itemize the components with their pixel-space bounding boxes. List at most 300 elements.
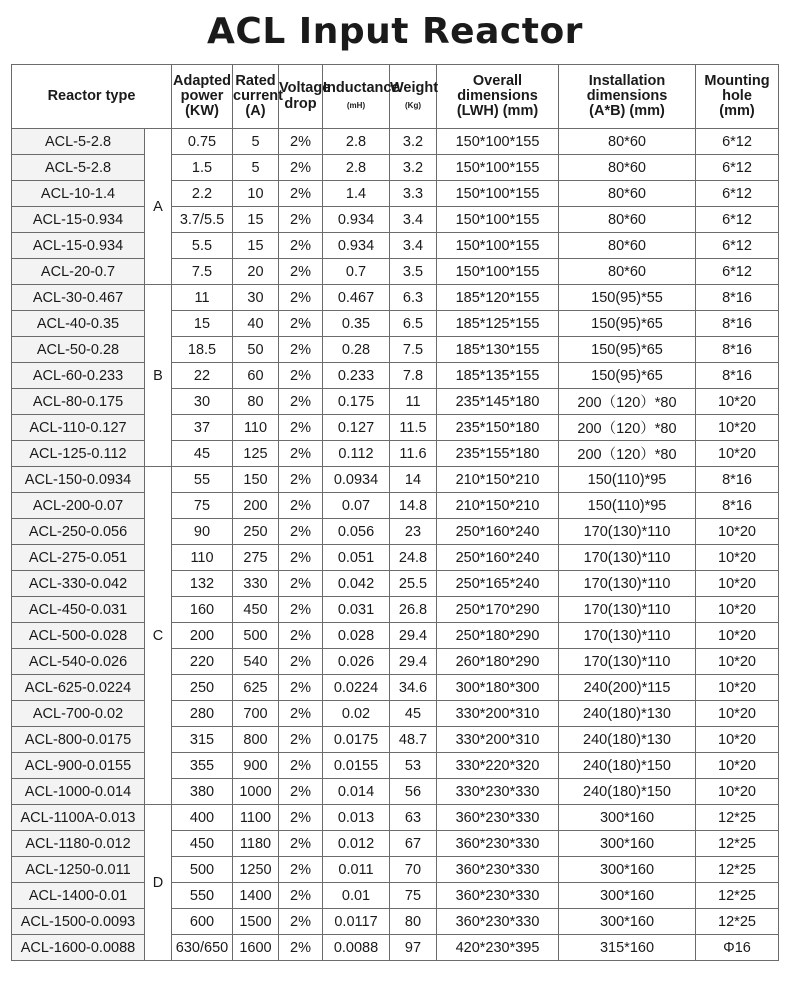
table-row <box>12 415 779 441</box>
rated-current-cell: 15 <box>233 233 279 259</box>
reactor-type-cell: ACL-540-0.026 <box>12 649 145 675</box>
installation-dimensions-cell: 315*160 <box>559 935 696 961</box>
voltage-drop-cell: 2% <box>279 805 323 831</box>
rated-current-cell: 1250 <box>233 857 279 883</box>
overall-dimensions-cell: 250*180*290 <box>437 623 559 649</box>
weight-cell: 3.2 <box>390 129 437 155</box>
group-label-cell: C <box>145 467 172 805</box>
installation-dimensions-cell: 170(130)*110 <box>559 597 696 623</box>
mounting-hole-cell: 10*20 <box>696 389 779 415</box>
rated-current-cell: 50 <box>233 337 279 363</box>
weight-cell: 45 <box>390 701 437 727</box>
inductance-cell: 0.175 <box>323 389 390 415</box>
reactor-type-cell: ACL-30-0.467 <box>12 285 145 311</box>
mounting-hole-cell: 10*20 <box>696 545 779 571</box>
voltage-drop-cell: 2% <box>279 363 323 389</box>
reactor-type-cell: ACL-1500-0.0093 <box>12 909 145 935</box>
installation-dimensions-cell: 300*160 <box>559 805 696 831</box>
weight-cell: 3.4 <box>390 233 437 259</box>
installation-dimensions-cell: 300*160 <box>559 909 696 935</box>
reactor-type-cell: ACL-900-0.0155 <box>12 753 145 779</box>
table-row <box>12 571 779 597</box>
weight-cell: 6.5 <box>390 311 437 337</box>
rated-current-cell: 40 <box>233 311 279 337</box>
rated-current-cell: 1000 <box>233 779 279 805</box>
weight-cell: 34.6 <box>390 675 437 701</box>
inductance-cell: 0.011 <box>323 857 390 883</box>
rated-current-cell: 125 <box>233 441 279 467</box>
installation-dimensions-cell: 80*60 <box>559 155 696 181</box>
reactor-type-cell: ACL-200-0.07 <box>12 493 145 519</box>
adapted-power-cell: 500 <box>172 857 233 883</box>
voltage-drop-cell: 2% <box>279 571 323 597</box>
rated-current-cell: 275 <box>233 545 279 571</box>
weight-cell: 29.4 <box>390 649 437 675</box>
installation-dimensions-cell: 170(130)*110 <box>559 623 696 649</box>
reactor-type-cell: ACL-1100A-0.013 <box>12 805 145 831</box>
rated-current-cell: 1500 <box>233 909 279 935</box>
weight-cell: 25.5 <box>390 571 437 597</box>
mounting-hole-cell: 10*20 <box>696 623 779 649</box>
rated-current-cell: 1100 <box>233 805 279 831</box>
inductance-cell: 0.934 <box>323 207 390 233</box>
header-mounting-hole-line2: hole <box>722 87 752 104</box>
header-overall-dimensions <box>437 65 559 129</box>
mounting-hole-cell: 10*20 <box>696 727 779 753</box>
inductance-cell: 0.0175 <box>323 727 390 753</box>
header-installation-dimensions-line3: (A*B) (mm) <box>589 103 665 120</box>
inductance-cell: 0.012 <box>323 831 390 857</box>
overall-dimensions-cell: 360*230*330 <box>437 857 559 883</box>
table-row <box>12 597 779 623</box>
reactor-type-cell: ACL-800-0.0175 <box>12 727 145 753</box>
reactor-spec-table <box>11 64 779 961</box>
mounting-hole-cell: 10*20 <box>696 519 779 545</box>
overall-dimensions-cell: 150*100*155 <box>437 233 559 259</box>
adapted-power-cell: 160 <box>172 597 233 623</box>
reactor-type-cell: ACL-150-0.0934 <box>12 467 145 493</box>
mounting-hole-cell: 6*12 <box>696 155 779 181</box>
voltage-drop-cell: 2% <box>279 467 323 493</box>
voltage-drop-cell: 2% <box>279 311 323 337</box>
rated-current-cell: 20 <box>233 259 279 285</box>
reactor-type-cell: ACL-40-0.35 <box>12 311 145 337</box>
table-row <box>12 259 779 285</box>
reactor-type-cell: ACL-50-0.28 <box>12 337 145 363</box>
overall-dimensions-cell: 260*180*290 <box>437 649 559 675</box>
table-row <box>12 467 779 493</box>
header-weight-line2: (Kg) <box>405 100 421 110</box>
weight-cell: 14 <box>390 467 437 493</box>
installation-dimensions-cell: 150(95)*65 <box>559 337 696 363</box>
rated-current-cell: 5 <box>233 155 279 181</box>
voltage-drop-cell: 2% <box>279 519 323 545</box>
installation-dimensions-cell: 80*60 <box>559 259 696 285</box>
overall-dimensions-cell: 150*100*155 <box>437 259 559 285</box>
reactor-type-cell: ACL-330-0.042 <box>12 571 145 597</box>
adapted-power-cell: 15 <box>172 311 233 337</box>
header-mounting-hole-line1: Mounting <box>704 72 770 89</box>
table-row <box>12 649 779 675</box>
table-row <box>12 779 779 805</box>
installation-dimensions-cell: 200（120）*80 <box>559 415 696 441</box>
weight-cell: 3.3 <box>390 181 437 207</box>
overall-dimensions-cell: 150*100*155 <box>437 207 559 233</box>
installation-dimensions-cell: 80*60 <box>559 129 696 155</box>
mounting-hole-cell: 10*20 <box>696 675 779 701</box>
rated-current-cell: 60 <box>233 363 279 389</box>
voltage-drop-cell: 2% <box>279 285 323 311</box>
overall-dimensions-cell: 150*100*155 <box>437 155 559 181</box>
adapted-power-cell: 132 <box>172 571 233 597</box>
voltage-drop-cell: 2% <box>279 649 323 675</box>
header-weight-line1: Weight <box>390 80 439 97</box>
inductance-cell: 0.056 <box>323 519 390 545</box>
installation-dimensions-cell: 170(130)*110 <box>559 519 696 545</box>
overall-dimensions-cell: 360*230*330 <box>437 831 559 857</box>
voltage-drop-cell: 2% <box>279 779 323 805</box>
table-row <box>12 155 779 181</box>
installation-dimensions-cell: 200（120）*80 <box>559 441 696 467</box>
inductance-cell: 0.7 <box>323 259 390 285</box>
overall-dimensions-cell: 420*230*395 <box>437 935 559 961</box>
inductance-cell: 0.0224 <box>323 675 390 701</box>
table-row <box>12 389 779 415</box>
header-inductance-line1: Inductance <box>323 80 400 97</box>
group-label-cell: B <box>145 285 172 467</box>
table-row <box>12 519 779 545</box>
overall-dimensions-cell: 235*155*180 <box>437 441 559 467</box>
mounting-hole-cell: 6*12 <box>696 233 779 259</box>
overall-dimensions-cell: 250*165*240 <box>437 571 559 597</box>
reactor-type-cell: ACL-110-0.127 <box>12 415 145 441</box>
weight-cell: 53 <box>390 753 437 779</box>
voltage-drop-cell: 2% <box>279 883 323 909</box>
inductance-cell: 0.0088 <box>323 935 390 961</box>
mounting-hole-cell: 12*25 <box>696 831 779 857</box>
weight-cell: 14.8 <box>390 493 437 519</box>
table-row <box>12 727 779 753</box>
inductance-cell: 0.112 <box>323 441 390 467</box>
adapted-power-cell: 30 <box>172 389 233 415</box>
voltage-drop-cell: 2% <box>279 909 323 935</box>
installation-dimensions-cell: 150(110)*95 <box>559 493 696 519</box>
voltage-drop-cell: 2% <box>279 493 323 519</box>
table-row <box>12 181 779 207</box>
mounting-hole-cell: 10*20 <box>696 415 779 441</box>
weight-cell: 75 <box>390 883 437 909</box>
weight-cell: 7.8 <box>390 363 437 389</box>
rated-current-cell: 80 <box>233 389 279 415</box>
rated-current-cell: 450 <box>233 597 279 623</box>
voltage-drop-cell: 2% <box>279 415 323 441</box>
overall-dimensions-cell: 330*220*320 <box>437 753 559 779</box>
reactor-type-cell: ACL-1250-0.011 <box>12 857 145 883</box>
voltage-drop-cell: 2% <box>279 181 323 207</box>
inductance-cell: 0.02 <box>323 701 390 727</box>
weight-cell: 80 <box>390 909 437 935</box>
rated-current-cell: 700 <box>233 701 279 727</box>
inductance-cell: 0.233 <box>323 363 390 389</box>
installation-dimensions-cell: 150(95)*65 <box>559 363 696 389</box>
table-row <box>12 623 779 649</box>
voltage-drop-cell: 2% <box>279 337 323 363</box>
inductance-cell: 0.28 <box>323 337 390 363</box>
group-label-cell: A <box>145 129 172 285</box>
table-row <box>12 337 779 363</box>
weight-cell: 97 <box>390 935 437 961</box>
reactor-type-cell: ACL-700-0.02 <box>12 701 145 727</box>
weight-cell: 63 <box>390 805 437 831</box>
installation-dimensions-cell: 170(130)*110 <box>559 545 696 571</box>
adapted-power-cell: 18.5 <box>172 337 233 363</box>
reactor-type-cell: ACL-15-0.934 <box>12 233 145 259</box>
rated-current-cell: 500 <box>233 623 279 649</box>
table-row <box>12 207 779 233</box>
adapted-power-cell: 200 <box>172 623 233 649</box>
installation-dimensions-cell: 240(200)*115 <box>559 675 696 701</box>
weight-cell: 56 <box>390 779 437 805</box>
inductance-cell: 0.013 <box>323 805 390 831</box>
voltage-drop-cell: 2% <box>279 441 323 467</box>
mounting-hole-cell: 6*12 <box>696 129 779 155</box>
overall-dimensions-cell: 300*180*300 <box>437 675 559 701</box>
installation-dimensions-cell: 150(110)*95 <box>559 467 696 493</box>
inductance-cell: 0.026 <box>323 649 390 675</box>
header-adapted-power-line2: power <box>180 87 224 104</box>
header-overall-dimensions-line2: dimensions <box>457 87 538 104</box>
reactor-type-cell: ACL-125-0.112 <box>12 441 145 467</box>
voltage-drop-cell: 2% <box>279 675 323 701</box>
installation-dimensions-cell: 240(180)*150 <box>559 779 696 805</box>
overall-dimensions-cell: 185*125*155 <box>437 311 559 337</box>
mounting-hole-cell: 8*16 <box>696 493 779 519</box>
inductance-cell: 0.01 <box>323 883 390 909</box>
header-installation-dimensions <box>559 65 696 129</box>
installation-dimensions-cell: 150(95)*55 <box>559 285 696 311</box>
mounting-hole-cell: 10*20 <box>696 753 779 779</box>
reactor-type-cell: ACL-60-0.233 <box>12 363 145 389</box>
adapted-power-cell: 45 <box>172 441 233 467</box>
rated-current-cell: 800 <box>233 727 279 753</box>
weight-cell: 26.8 <box>390 597 437 623</box>
mounting-hole-cell: 12*25 <box>696 805 779 831</box>
rated-current-cell: 625 <box>233 675 279 701</box>
weight-cell: 11.6 <box>390 441 437 467</box>
reactor-type-cell: ACL-1180-0.012 <box>12 831 145 857</box>
rated-current-cell: 540 <box>233 649 279 675</box>
weight-cell: 3.5 <box>390 259 437 285</box>
inductance-cell: 0.0117 <box>323 909 390 935</box>
adapted-power-cell: 11 <box>172 285 233 311</box>
table-row <box>12 493 779 519</box>
rated-current-cell: 110 <box>233 415 279 441</box>
reactor-type-cell: ACL-250-0.056 <box>12 519 145 545</box>
adapted-power-cell: 5.5 <box>172 233 233 259</box>
header-adapted-power-line1: Adapted <box>173 72 231 89</box>
adapted-power-cell: 250 <box>172 675 233 701</box>
rated-current-cell: 200 <box>233 493 279 519</box>
voltage-drop-cell: 2% <box>279 597 323 623</box>
mounting-hole-cell: 10*20 <box>696 779 779 805</box>
inductance-cell: 0.35 <box>323 311 390 337</box>
mounting-hole-cell: 6*12 <box>696 207 779 233</box>
header-installation-dimensions-line2: dimensions <box>586 87 668 104</box>
inductance-cell: 0.042 <box>323 571 390 597</box>
header-voltage-drop <box>279 65 331 129</box>
reactor-type-cell: ACL-1600-0.0088 <box>12 935 145 961</box>
mounting-hole-cell: 8*16 <box>696 467 779 493</box>
weight-cell: 48.7 <box>390 727 437 753</box>
inductance-cell: 1.4 <box>323 181 390 207</box>
rated-current-cell: 150 <box>233 467 279 493</box>
overall-dimensions-cell: 185*120*155 <box>437 285 559 311</box>
adapted-power-cell: 75 <box>172 493 233 519</box>
table-row <box>12 675 779 701</box>
weight-cell: 3.4 <box>390 207 437 233</box>
rated-current-cell: 1600 <box>233 935 279 961</box>
mounting-hole-cell: 6*12 <box>696 259 779 285</box>
adapted-power-cell: 600 <box>172 909 233 935</box>
mounting-hole-cell: 8*16 <box>696 337 779 363</box>
adapted-power-cell: 550 <box>172 883 233 909</box>
inductance-cell: 0.031 <box>323 597 390 623</box>
rated-current-cell: 5 <box>233 129 279 155</box>
installation-dimensions-cell: 300*160 <box>559 831 696 857</box>
page-title: ACL Input Reactor <box>207 11 583 52</box>
voltage-drop-cell: 2% <box>279 233 323 259</box>
weight-cell: 7.5 <box>390 337 437 363</box>
voltage-drop-cell: 2% <box>279 831 323 857</box>
mounting-hole-cell: 12*25 <box>696 857 779 883</box>
table-row <box>12 883 779 909</box>
adapted-power-cell: 315 <box>172 727 233 753</box>
adapted-power-cell: 0.75 <box>172 129 233 155</box>
rated-current-cell: 1400 <box>233 883 279 909</box>
inductance-cell: 0.467 <box>323 285 390 311</box>
adapted-power-cell: 1.5 <box>172 155 233 181</box>
mounting-hole-cell: 12*25 <box>696 883 779 909</box>
voltage-drop-cell: 2% <box>279 753 323 779</box>
inductance-cell: 0.028 <box>323 623 390 649</box>
header-rated-current-line2: current <box>233 87 283 104</box>
table-row <box>12 545 779 571</box>
group-label-cell: D <box>145 805 172 961</box>
overall-dimensions-cell: 210*150*210 <box>437 493 559 519</box>
mounting-hole-cell: 10*20 <box>696 597 779 623</box>
reactor-type-cell: ACL-5-2.8 <box>12 155 145 181</box>
overall-dimensions-cell: 185*135*155 <box>437 363 559 389</box>
mounting-hole-cell: 10*20 <box>696 701 779 727</box>
rated-current-cell: 30 <box>233 285 279 311</box>
weight-cell: 11 <box>390 389 437 415</box>
overall-dimensions-cell: 360*230*330 <box>437 805 559 831</box>
reactor-type-cell: ACL-450-0.031 <box>12 597 145 623</box>
adapted-power-cell: 55 <box>172 467 233 493</box>
header-row <box>12 65 779 129</box>
adapted-power-cell: 450 <box>172 831 233 857</box>
rated-current-cell: 330 <box>233 571 279 597</box>
overall-dimensions-cell: 250*170*290 <box>437 597 559 623</box>
table-row <box>12 311 779 337</box>
weight-cell: 67 <box>390 831 437 857</box>
adapted-power-cell: 90 <box>172 519 233 545</box>
voltage-drop-cell: 2% <box>279 155 323 181</box>
header-adapted-power <box>172 65 233 129</box>
table-row <box>12 857 779 883</box>
header-weight <box>390 65 437 129</box>
adapted-power-cell: 2.2 <box>172 181 233 207</box>
voltage-drop-cell: 2% <box>279 727 323 753</box>
table-row <box>12 363 779 389</box>
mounting-hole-cell: 10*20 <box>696 441 779 467</box>
voltage-drop-cell: 2% <box>279 259 323 285</box>
reactor-type-cell: ACL-80-0.175 <box>12 389 145 415</box>
header-voltage-drop-line2: drop <box>284 95 317 112</box>
weight-cell: 23 <box>390 519 437 545</box>
weight-cell: 11.5 <box>390 415 437 441</box>
overall-dimensions-cell: 235*150*180 <box>437 415 559 441</box>
table-row <box>12 441 779 467</box>
inductance-cell: 2.8 <box>323 129 390 155</box>
inductance-cell: 0.0155 <box>323 753 390 779</box>
overall-dimensions-cell: 235*145*180 <box>437 389 559 415</box>
voltage-drop-cell: 2% <box>279 389 323 415</box>
header-overall-dimensions-line1: Overall <box>472 72 523 89</box>
inductance-cell: 0.014 <box>323 779 390 805</box>
adapted-power-cell: 280 <box>172 701 233 727</box>
header-installation-dimensions-line1: Installation <box>588 72 666 89</box>
reactor-type-cell: ACL-275-0.051 <box>12 545 145 571</box>
overall-dimensions-cell: 330*200*310 <box>437 701 559 727</box>
reactor-type-cell: ACL-20-0.7 <box>12 259 145 285</box>
inductance-cell: 0.0934 <box>323 467 390 493</box>
voltage-drop-cell: 2% <box>279 207 323 233</box>
mounting-hole-cell: 8*16 <box>696 363 779 389</box>
weight-cell: 29.4 <box>390 623 437 649</box>
voltage-drop-cell: 2% <box>279 545 323 571</box>
adapted-power-cell: 22 <box>172 363 233 389</box>
voltage-drop-cell: 2% <box>279 935 323 961</box>
table-row <box>12 285 779 311</box>
table-row <box>12 909 779 935</box>
overall-dimensions-cell: 150*100*155 <box>437 181 559 207</box>
rated-current-cell: 250 <box>233 519 279 545</box>
installation-dimensions-cell: 170(130)*110 <box>559 649 696 675</box>
header-mounting-hole-line3: (mm) <box>719 103 755 120</box>
installation-dimensions-cell: 80*60 <box>559 233 696 259</box>
overall-dimensions-cell: 360*230*330 <box>437 883 559 909</box>
inductance-cell: 0.127 <box>323 415 390 441</box>
installation-dimensions-cell: 240(180)*130 <box>559 727 696 753</box>
installation-dimensions-cell: 240(180)*130 <box>559 701 696 727</box>
overall-dimensions-cell: 210*150*210 <box>437 467 559 493</box>
adapted-power-cell: 400 <box>172 805 233 831</box>
header-adapted-power-line3: (KW) <box>185 103 219 120</box>
voltage-drop-cell: 2% <box>279 701 323 727</box>
installation-dimensions-cell: 80*60 <box>559 207 696 233</box>
header-rated-current-line1: Rated <box>235 72 276 89</box>
reactor-type-cell: ACL-625-0.0224 <box>12 675 145 701</box>
header-reactor-type: Reactor type <box>12 65 172 129</box>
table-row <box>12 805 779 831</box>
overall-dimensions-cell: 360*230*330 <box>437 909 559 935</box>
installation-dimensions-cell: 80*60 <box>559 181 696 207</box>
header-mounting-hole <box>696 65 779 129</box>
table-row <box>12 753 779 779</box>
header-voltage-drop-line1: Voltage <box>279 80 331 97</box>
rated-current-cell: 15 <box>233 207 279 233</box>
